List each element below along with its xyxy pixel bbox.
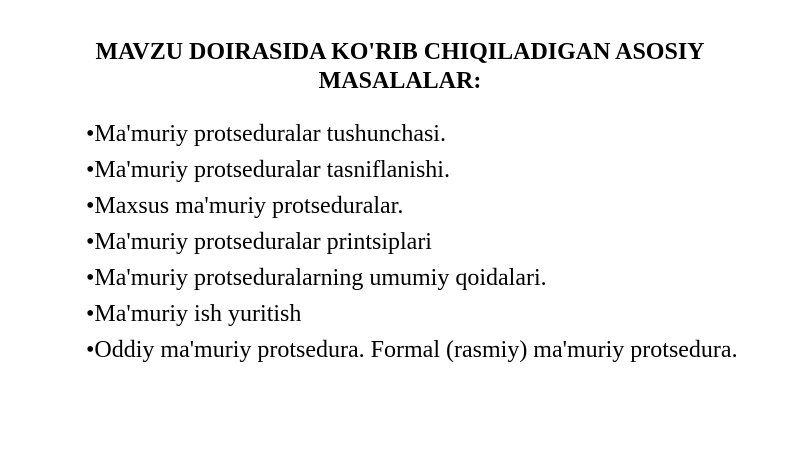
list-item-text: •Maxsus ma'muriy protseduralar. bbox=[86, 193, 404, 219]
list-item-text: •Ma'muriy protseduralar tushunchasi. bbox=[86, 121, 446, 147]
list-item-text: •Ma'muriy protseduralarning umumiy qoidalari. bbox=[86, 265, 547, 291]
list-item bbox=[62, 192, 760, 220]
list-item bbox=[62, 336, 760, 364]
topic-list bbox=[62, 120, 760, 372]
list-item-text: •Ma'muriy protseduralar tasniflanishi. bbox=[86, 157, 450, 183]
list-item-text: •Ma'muriy protseduralar printsiplari bbox=[86, 229, 432, 255]
list-item bbox=[62, 264, 760, 292]
list-item-text: •Oddiy ma'muriy protsedura. Formal (rasmiy) ma'muriy protsedura. bbox=[86, 337, 738, 363]
list-item bbox=[62, 156, 760, 184]
slide-title: MAVZU DOIRASIDA KO'RIB CHIQILADIGAN ASOSIY MASALALAR: bbox=[95, 39, 705, 94]
list-item bbox=[62, 228, 760, 256]
list-item bbox=[62, 120, 760, 148]
list-item bbox=[62, 300, 760, 328]
list-item-text: •Ma'muriy ish yuritish bbox=[86, 301, 302, 327]
